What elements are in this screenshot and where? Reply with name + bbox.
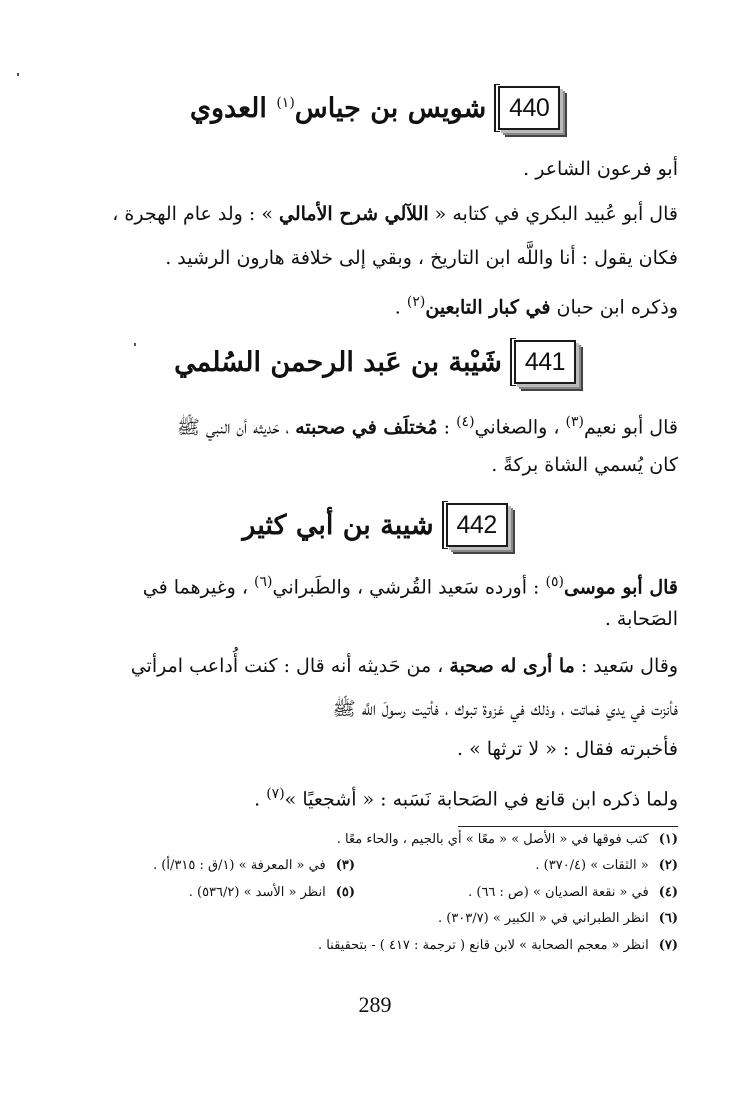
entry-440-line-2: قال أبو عُبيد البكري في كتابه « اللآلي شرح الأمالي » : ولد عام الهجرة ،: [112, 203, 678, 225]
entry-442-heading: [0, 503, 750, 547]
footnote-5: (٥)انظر « الأسد » (٥٣٦/٢) .: [188, 885, 355, 900]
entry-440-line-3: فكان يقول : أنا واللَّه ابن التاريخ ، وبقي إلى خلافة هارون الرشيد .: [165, 247, 678, 269]
scan-speck: [17, 73, 19, 76]
entry-441-line-2: كان يُسمي الشاة بركةً .: [491, 454, 678, 476]
entry-442-line-3: وقال سَعيد : ما أرى له صحبة ، من حَديثه أنه قال : كنت أُداعب امرأتي: [130, 655, 678, 677]
footnote-3: (٣)في « المعرفة » (١/ق : ٣١٥/أ) .: [153, 858, 355, 873]
entry-442-line-2: الصَحابة .: [604, 608, 678, 630]
entry-442-line-1: قال أبو موسى$^{(٥)}$ : أورده سَعيد القُرشي ، والطَبراني$^{(٦)}$ ، وغيرهما في: [142, 574, 678, 599]
entry-440-line-4: وذكره ابن حبان في كبار التابعين$^{(٢)}$ .: [394, 294, 678, 319]
footnote-1: (١)كتب فوقها في « الأصل » « معًا » أي بالجيم ، والحاء معًا .: [336, 832, 678, 847]
entry-title: شيبة بن أبي كثير: [242, 509, 434, 541]
footnote-rule: [458, 826, 678, 827]
footnote-7: (٧)انظر « معجم الصحابة » لابن قانع ( ترجمة : ٤١٧ ) - بتحقيقنا .: [317, 938, 678, 953]
entry-441-heading: [0, 340, 750, 384]
entry-440-line-1: أبو فرعون الشاعر .: [523, 158, 678, 180]
footnote-4: (٤)في « نقعة الصديان » (ص : ٦٦) .: [468, 885, 678, 900]
entry-442-line-6: ولما ذكره ابن قانع في الصَحابة نَسَبه : « أشجعيًا »$^{(٧)}$ .: [254, 786, 678, 811]
entry-number-box: [446, 503, 508, 547]
entry-number-box: [498, 86, 560, 130]
entry-number: 441: [524, 347, 566, 376]
footnote-ref: (١): [276, 94, 295, 111]
entry-442-line-4: فأنزت في يدي فماتت ، وذلك في غزوة تبوك ، فأتيت رسولَ اللَّه ﷺ: [332, 698, 678, 720]
footnote-2: (٢)« الثقات » (٣٧٠/٤) .: [535, 858, 678, 873]
entry-number: 440: [509, 93, 550, 122]
entry-title: شويس بن جياس$^{(١)}$ العدوي: [189, 92, 487, 124]
page-number: 289: [358, 992, 392, 1017]
entry-number: 442: [456, 510, 497, 539]
entry-441-line-1: قال أبو نعيم$^{(٣)}$ ، والصغاني$^{(٤)}$ : مُختلَف في صحبته ، حَديثه أن النبي ﷺ: [176, 414, 678, 439]
footnote-6: (٦)انظر الطبراني في « الكبير » (٣٠٣/٧) .: [437, 911, 678, 926]
entry-440-heading: [0, 86, 750, 130]
entry-number-box: [514, 340, 576, 384]
entry-title: شَيْبة بن عَبد الرحمن السُلمي: [174, 346, 502, 378]
entry-442-line-5: فأخبرته فقال : « لا ترثها » .: [456, 738, 678, 760]
